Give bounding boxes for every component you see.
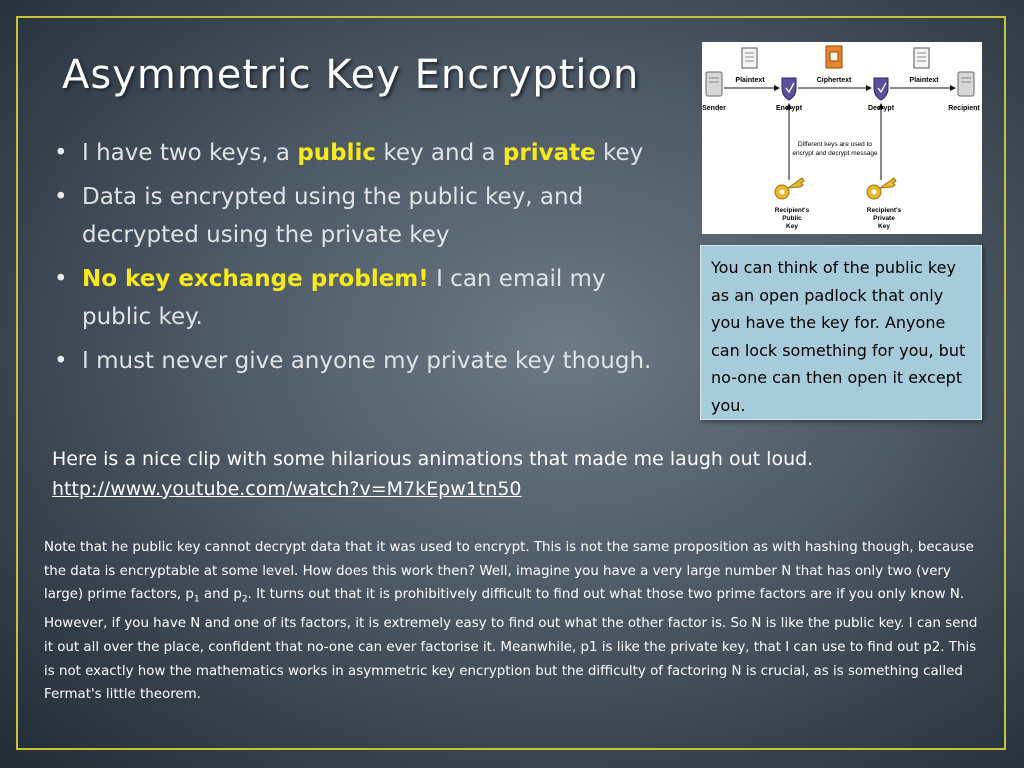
encrypt-shield-icon (782, 78, 796, 100)
subscript-1: 1 (193, 594, 200, 605)
padlock-callout: You can think of the public key as an open padlock that only you have the key for. Anyone can lock something for you, but no-one can then open it except you. (700, 245, 982, 420)
decrypt-label: Decrypt (867, 105, 895, 112)
slide-title: Asymmetric Key Encryption (62, 52, 640, 98)
plaintext-label: Plaintext (909, 77, 939, 84)
plaintext-label: Plaintext (735, 77, 765, 84)
decrypt-shield-icon (874, 78, 888, 100)
clip-paragraph (52, 444, 982, 504)
encrypt-label: Encrypt (775, 105, 803, 112)
public-key-label: Public (782, 215, 802, 222)
ciphertext-label: Ciphertext (816, 77, 852, 84)
bullet-item: • I have two keys, a public key and a private key (52, 134, 682, 172)
highlight-private: private (502, 140, 596, 166)
sender-computer-icon (706, 72, 722, 96)
bullet-list (52, 134, 682, 386)
ciphertext-document-icon (826, 46, 842, 68)
plaintext-document-icon (914, 48, 929, 68)
private-key-label: Recipient's (866, 207, 902, 214)
private-key-label: Key (878, 223, 890, 230)
public-key-icon (775, 178, 804, 199)
bullet-item: • I must never give anyone my private key though. (52, 342, 682, 380)
bullet-item: • No key exchange problem! I can email my public key. (52, 260, 682, 336)
private-key-label: Private (873, 215, 895, 222)
recipient-computer-icon (958, 72, 974, 96)
clip-text: Here is a nice clip with some hilarious animations that made me laugh out loud. (52, 448, 814, 470)
diagram-caption: encrypt and decrypt message (792, 150, 878, 157)
bullet-item: • Data is encrypted using the public key, and decrypted using the private key (52, 178, 682, 254)
public-key-label: Recipient's (774, 207, 810, 214)
private-key-icon (867, 178, 896, 199)
highlight-no-key-exchange: No key exchange problem! (82, 266, 429, 292)
youtube-link[interactable]: http://www.youtube.com/watch?v=M7kEpw1tn50 (52, 478, 522, 500)
recipient-label: Recipient (948, 105, 980, 112)
sender-label: Sender (702, 105, 726, 112)
plaintext-document-icon (742, 48, 757, 68)
note-paragraph: Note that he public key cannot decrypt data that it was used to encrypt. This is not the same proposition as with hashing though, because the data is encryptable at some level. How does this work then? Well, imagine you have a very large number N that has only two (very large) prime factors, $p_1$ and $p_2$. It turns out that it is prohibitively difficult to find out what those two prime factors are if you only know N. However, if you have N and one of its factors, it is extremely easy to find out what the other factor is. So N is like the public key. I can send it out all over the place, confident that no-one can ever factorise it. Meanwhile, p1 is like the private key, that I can use to find out p2. This is not exactly how the mathematics works in asymmetric key encryption but the difficulty of factoring N is crucial, as is something called Fermat's little theorem. (44, 540, 978, 703)
public-key-label: Key (786, 223, 798, 230)
subscript-2: 2 (241, 594, 248, 605)
encryption-diagram (702, 42, 982, 234)
highlight-public: public (297, 140, 377, 166)
diagram-caption: Different keys are used to (798, 141, 872, 148)
